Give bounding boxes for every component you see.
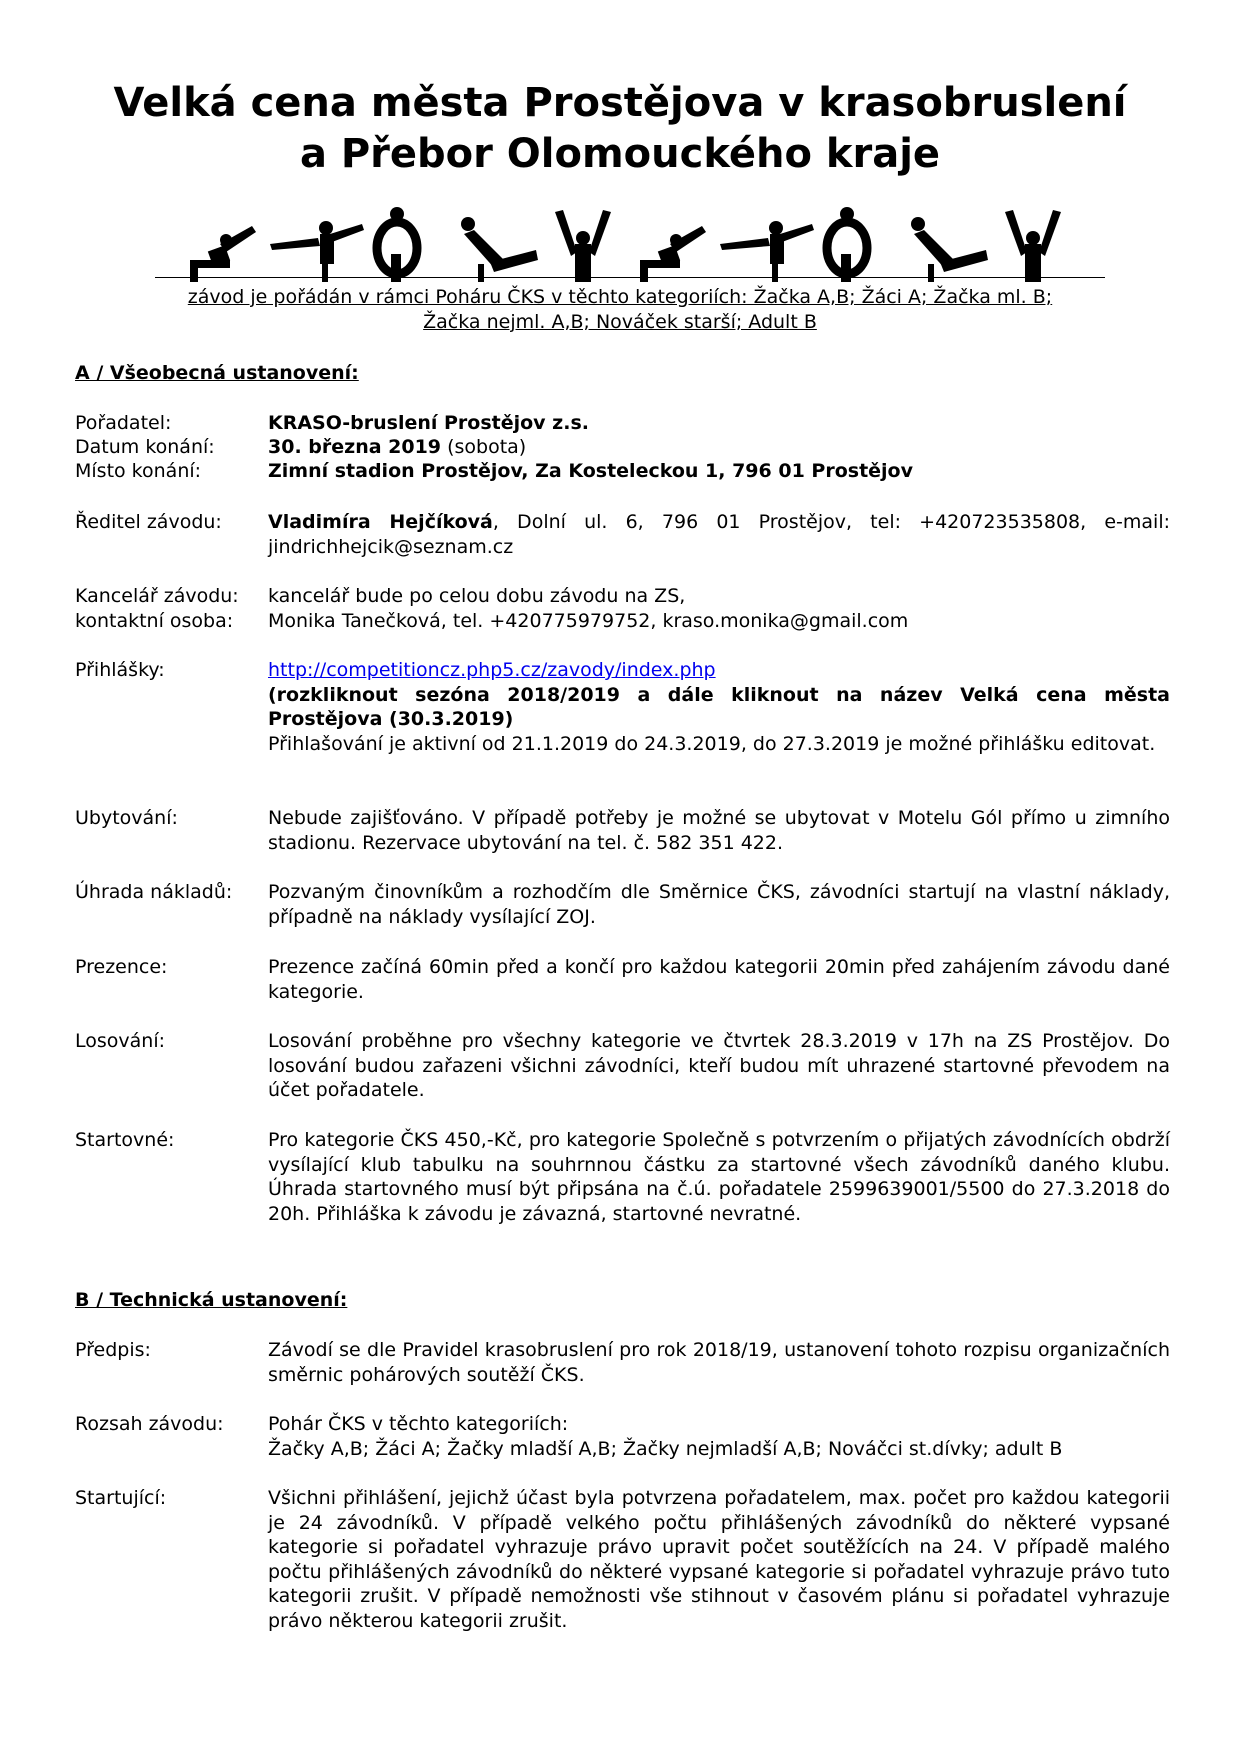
registration-instructions: (rozkliknout sezóna 2018/2019 a dále kliknout na název Velká cena města Prostějova (30.3.2019) xyxy=(268,683,1170,730)
value-startovne: Pro kategorie ČKS 450,-Kč, pro kategorie Společně s potvrzením o přijatých závodnících obdrží vysílající klub tabulku na souhrnnou částku za startovné všech závodníků daného klubu. Úhrada startovného musí být připsána na č.ú. pořadatele 2599639001/5500 do 27.3.2018 do 20h. Přihláška k závodu je závazná, startovné nevratné. xyxy=(268,1129,1170,1225)
value-predpis: Závodí se dle Pravidel krasobruslení pro rok 2018/19, ustanovení tohoto rozpisu organizačních směrnic pohárových soutěží ČKS. xyxy=(268,1339,1170,1386)
label-kontaktni-osoba: kontaktní osoba: xyxy=(75,609,234,632)
skater-crouch-icon xyxy=(190,226,256,282)
registration-link[interactable]: http://competitioncz.php5.cz/zavody/index.php xyxy=(268,659,716,681)
title-line-1: Velká cena města Prostějova v krasobruslení xyxy=(113,80,1127,126)
label-datum: Datum konání: xyxy=(75,436,215,458)
value-prezence: Prezence začíná 60min před a končí pro každou kategorii 20min před zahájením závodu dané kategorie. xyxy=(268,956,1170,1003)
row-losovani xyxy=(75,1029,1170,1103)
skater-split-jump-icon xyxy=(555,210,611,282)
value-poradatel: KRASO-bruslení Prostějov z.s. xyxy=(268,412,589,434)
section-a-heading: A / Všeobecná ustanovení: xyxy=(75,362,359,384)
row-startujici xyxy=(75,1486,1170,1633)
header-divider xyxy=(155,277,1105,278)
row-prihlasky xyxy=(75,658,1170,756)
subtitle-line-2: Žačka nejml. A,B; Nováček starší; Adult B xyxy=(423,311,817,333)
value-ubytovani: Nebude zajišťováno. V případě potřeby je možné se ubytovat v Motelu Gól přímo u zimního stadionu. Rezervace ubytování na tel. č. 582 351 422. xyxy=(268,807,1170,854)
row-ubytovani xyxy=(75,806,1170,855)
value-kancelar: kancelář bude po celou dobu závodu na ZS, xyxy=(268,585,686,607)
value-reditel-contact: , Dolní ul. 6, 796 01 Prostějov, tel: +420723535808, e-mail: jindrichhejcik@seznam.cz xyxy=(268,511,1170,558)
title-line-2: a Přebor Olomouckého kraje xyxy=(299,131,941,177)
skater-sit-spin-icon xyxy=(461,217,538,282)
skater-biellmann-icon xyxy=(377,207,417,282)
row-rozsah xyxy=(75,1412,1170,1461)
label-uhrada: Úhrada nákladů: xyxy=(75,881,233,903)
row-startovne xyxy=(75,1128,1170,1226)
label-kancelar: Kancelář závodu: xyxy=(75,585,239,607)
row-predpis xyxy=(75,1338,1170,1387)
section-b-heading: B / Technická ustanovení: xyxy=(75,1289,348,1311)
skater-arabesque-icon xyxy=(270,221,364,282)
figure-skater-silhouettes-icon xyxy=(190,204,1090,284)
label-ubytovani: Ubytování: xyxy=(75,807,178,829)
label-losovani: Losování: xyxy=(75,1030,166,1052)
label-misto: Místo konání: xyxy=(75,460,202,482)
label-startujici: Startující: xyxy=(75,1487,167,1509)
row-prezence xyxy=(75,955,1170,1004)
row-reditel xyxy=(75,510,1170,559)
subtitle xyxy=(100,285,1140,335)
registration-period: Přihlašování je aktivní od 21.1.2019 do 24.3.2019, do 27.3.2019 je možné přihlášku editovat. xyxy=(268,732,1156,755)
value-rozsah-intro: Pohár ČKS v těchto kategoriích: xyxy=(268,1413,569,1435)
value-startujici: Všichni přihlášení, jejichž účast byla potvrzena pořadatelem, max. počet pro každou kategorii je 24 závodníků. V případě velkého počtu přihlášených závodníků do některé vypsané kategorie si pořadatel vyhrazuje právo upravit počet soutěžících na 24. V případě malého počtu přihlášených závodníků do některé vypsané kategorie si pořadatel vyhrazuje právo tuto kategorii zrušit. V případě nemožnosti vše stihnout v časovém plánu si pořadatel vyhrazuje právo některou kategorii zrušit. xyxy=(268,1487,1170,1632)
row-misto xyxy=(75,459,1170,484)
label-startovne: Startovné: xyxy=(75,1129,175,1151)
label-rozsah: Rozsah závodu: xyxy=(75,1413,224,1435)
value-datum: 30. března 2019 xyxy=(268,436,442,458)
value-misto: Zimní stadion Prostějov, Za Kosteleckou 1, 796 01 Prostějov xyxy=(268,460,913,482)
value-uhrada: Pozvaným činovníkům a rozhodčím dle Směrnice ČKS, závodníci startují na vlastní náklady, případně na náklady vysílající ZOJ. xyxy=(268,881,1170,928)
subtitle-line-1: závod je pořádán v rámci Poháru ČKS v těchto kategoriích: Žačka A,B; Žáci A; Žačka ml. B; xyxy=(187,286,1053,308)
row-kancelar xyxy=(75,584,1170,633)
value-reditel-name: Vladimíra Hejčíková xyxy=(268,511,493,533)
label-prihlasky: Přihlášky: xyxy=(75,659,165,681)
label-reditel: Ředitel závodu: xyxy=(75,511,222,533)
row-uhrada xyxy=(75,880,1170,929)
value-rozsah-categories: Žačky A,B; Žáci A; Žačky mladší A,B; Žačky nejmladší A,B; Nováčci st.dívky; adult B xyxy=(268,1437,1063,1460)
value-kontaktni-osoba: Monika Tanečková, tel. +420775979752, kraso.monika@gmail.com xyxy=(268,609,909,632)
row-datum xyxy=(75,435,1170,460)
label-poradatel: Pořadatel: xyxy=(75,412,172,434)
document-title xyxy=(60,78,1180,180)
label-predpis: Předpis: xyxy=(75,1339,151,1361)
value-datum-suffix: (sobota) xyxy=(447,436,527,458)
value-losovani: Losování proběhne pro všechny kategorie ve čtvrtek 28.3.2019 v 17h na ZS Prostějov. Do losování budou zařazeni všichni závodníci, kteří budou mít uhrazené startovné převodem na účet pořadatele. xyxy=(268,1030,1170,1101)
row-poradatel xyxy=(75,411,1170,436)
label-prezence: Prezence: xyxy=(75,956,168,978)
